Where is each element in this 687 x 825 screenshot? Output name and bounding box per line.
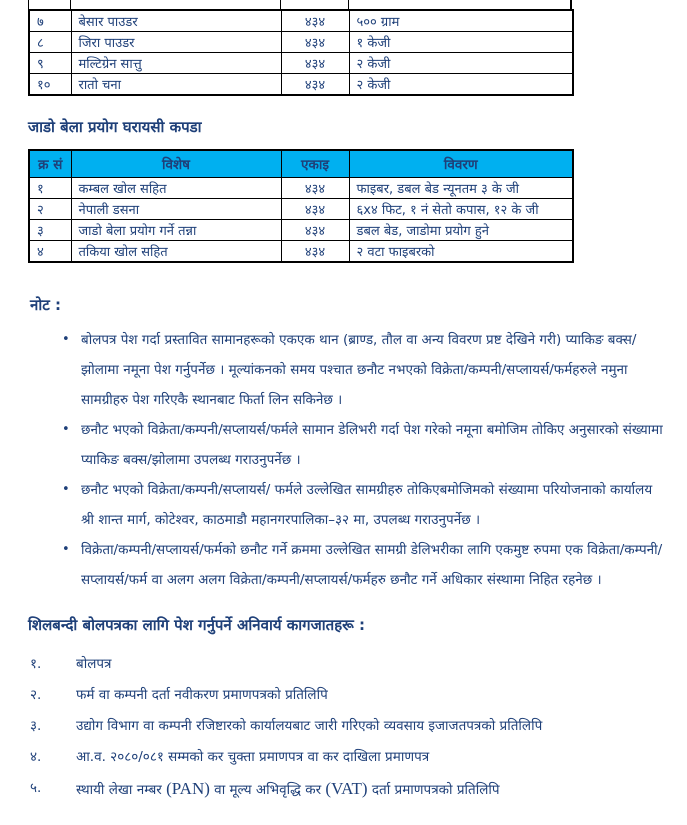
document-list-item xyxy=(30,680,667,711)
item-cell: रातो चना xyxy=(71,74,281,96)
item-number: ५. xyxy=(30,779,42,796)
vat-label: (VAT) xyxy=(325,778,368,798)
item-text-mid: वा मूल्य अभिवृद्धि कर xyxy=(209,781,326,798)
bullet-icon: • xyxy=(62,541,70,557)
table-header-row xyxy=(29,150,573,177)
table-row xyxy=(29,10,573,32)
item-number: १. xyxy=(30,655,42,672)
item-cell: नेपाली डसना xyxy=(71,198,281,219)
document-list-item xyxy=(30,649,667,680)
unit-cell: ४३४ xyxy=(281,32,349,53)
description-cell: डबल बेड, जाडोमा प्रयोग हुने xyxy=(349,219,573,240)
pan-label: (PAN) xyxy=(166,778,210,798)
serial-cell: ८ xyxy=(29,32,71,53)
required-documents-list xyxy=(30,649,667,806)
note-bullet xyxy=(62,475,667,535)
bullet-icon: • xyxy=(62,421,70,437)
bullet-icon: • xyxy=(62,481,70,497)
unit-cell: ४३४ xyxy=(281,74,349,96)
winter-clothes-table xyxy=(28,149,574,263)
item-cell: कम्बल खोल सहित xyxy=(71,177,281,198)
unit-cell: ४३४ xyxy=(281,198,349,219)
item-text: बोलपत्र xyxy=(76,655,112,672)
notes-heading: नोट : xyxy=(30,295,61,314)
note-text: छनौट भएको विक्रेता/कम्पनी/सप्लायर्स/फर्मले सामान डेलिभरी गर्दा पेश गरेको नमूना बमोजिम तोकिए अनुसारको संख्यामा प्याकिङ बक्स/झोलामा उपलब्ध गराउनुपर्नेछ । xyxy=(81,421,663,468)
table-row xyxy=(29,240,573,262)
header-unit: एकाइ xyxy=(281,150,349,177)
item-number: २. xyxy=(30,686,42,703)
note-bullet xyxy=(62,535,667,595)
description-cell: २ केजी xyxy=(349,74,573,96)
note-text: छनौट भएको विक्रेता/कम्पनी/सप्लायर्स/ फर्मले उल्लेखित सामग्रीहरु तोकिएबमोजिमको संख्यामा परियोजनाको कार्यालय श्री शान्त मार्ग, कोटेश्वर, काठमाडौ महानगरपालिका–३२ मा, उपलब्ध गराउनुपर्नेछ । xyxy=(81,481,653,528)
continuation-items-table xyxy=(28,9,574,96)
unit-cell: ४३४ xyxy=(281,53,349,74)
serial-cell: १० xyxy=(29,74,71,96)
header-serial: क्र सं xyxy=(29,150,71,177)
table-row xyxy=(29,198,573,219)
item-number: ४. xyxy=(30,748,42,765)
document-list-item xyxy=(30,711,667,742)
table-row xyxy=(29,219,573,240)
section-heading-winter-clothes: जाडो बेला प्रयोग घरायसी कपडा xyxy=(28,118,202,136)
bullet-icon: • xyxy=(62,331,70,347)
description-cell: फाइबर, डबल बेड न्यूनतम ३ के जी xyxy=(349,177,573,198)
item-number: ३. xyxy=(30,717,42,734)
unit-cell: ४३४ xyxy=(281,10,349,32)
unit-cell: ४३४ xyxy=(281,177,349,198)
serial-cell: ४ xyxy=(29,240,71,262)
description-cell: १ केजी xyxy=(349,32,573,53)
unit-cell: ४३४ xyxy=(281,219,349,240)
description-cell: ५०० ग्राम xyxy=(349,10,573,32)
item-cell: जाडो बेला प्रयोग गर्ने तन्ना xyxy=(71,219,281,240)
item-cell: तकिया खोल सहित xyxy=(71,240,281,262)
table-row xyxy=(29,177,573,198)
item-text: फर्म वा कम्पनी दर्ता नवीकरण प्रमाणपत्रको प्रतिलिपि xyxy=(76,686,328,703)
required-documents-heading: शिलबन्दी बोलपत्रका लागि पेश गर्नुपर्ने अनिवार्य कागजातहरू : xyxy=(28,615,366,634)
table-row xyxy=(29,74,573,96)
notes-list xyxy=(62,325,667,595)
item-cell: जिरा पाउडर xyxy=(71,32,281,53)
item-text xyxy=(76,773,667,806)
note-text: बोलपत्र पेश गर्दा प्रस्तावित सामानहरूको एकएक थान (ब्राण्ड, तौल वा अन्य विवरण प्रष्ट देखिने गरी) प्याकिङ बक्स/झोलामा नमूना पेश गर्नुपर्नेछ । मूल्यांकनको समय पश्चात छनौट नभएको विक्रेता/कम्पनी/सप्लायर्स/फर्महरुले नमुना सामग्रीहरु पेश गरिएकै स्थानबाट फिर्ता लिन सकिनेछ । xyxy=(81,331,637,408)
table-row xyxy=(29,32,573,53)
serial-cell: ७ xyxy=(29,10,71,32)
table-row xyxy=(29,53,573,74)
table-cutoff-stub xyxy=(28,0,572,9)
unit-cell: ४३४ xyxy=(281,240,349,262)
serial-cell: ९ xyxy=(29,53,71,74)
header-description: विवरण xyxy=(349,150,573,177)
description-cell: २ केजी xyxy=(349,53,573,74)
header-item: विशेष xyxy=(71,150,281,177)
serial-cell: ३ xyxy=(29,219,71,240)
document-list-item xyxy=(30,773,667,806)
description-cell: २ वटा फाइबरको xyxy=(349,240,573,262)
item-text: उद्योग विभाग वा कम्पनी रजिष्टारको कार्यालयबाट जारी गरिएको व्यवसाय इजाजतपत्रको प्रतिलिपि xyxy=(76,717,543,734)
description-cell: ६x४ फिट, १ नं सेतो कपास, १२ के जी xyxy=(349,198,573,219)
item-text: आ.व. २०८०/०८१ सम्मको कर चुक्ता प्रमाणपत्र वा कर दाखिला प्रमाणपत्र xyxy=(76,748,430,765)
document-list-item xyxy=(30,742,667,773)
note-text: विक्रेता/कम्पनी/सप्लायर्स/फर्मको छनौट गर्ने क्रममा उल्लेखित सामग्री डेलिभरीका लागि एकमुष्ट रुपमा एक विक्रेता/कम्पनी/सप्लायर्स/फर्म वा अलग अलग विक्रेता/कम्पनी/सप्लायर्स/फर्महरु छनौट गर्ने अधिकार संस्थामा निहित रहनेछ । xyxy=(81,541,663,588)
note-bullet xyxy=(62,325,667,415)
note-bullet xyxy=(62,415,667,475)
serial-cell: २ xyxy=(29,198,71,219)
item-text-pre: स्थायी लेखा नम्बर xyxy=(76,781,167,798)
item-cell: बेसार पाउडर xyxy=(71,10,281,32)
serial-cell: १ xyxy=(29,177,71,198)
item-cell: मल्टिग्रेन सात्तु xyxy=(71,53,281,74)
item-text-post: दर्ता प्रमाणपत्रको प्रतिलिपि xyxy=(367,781,500,798)
